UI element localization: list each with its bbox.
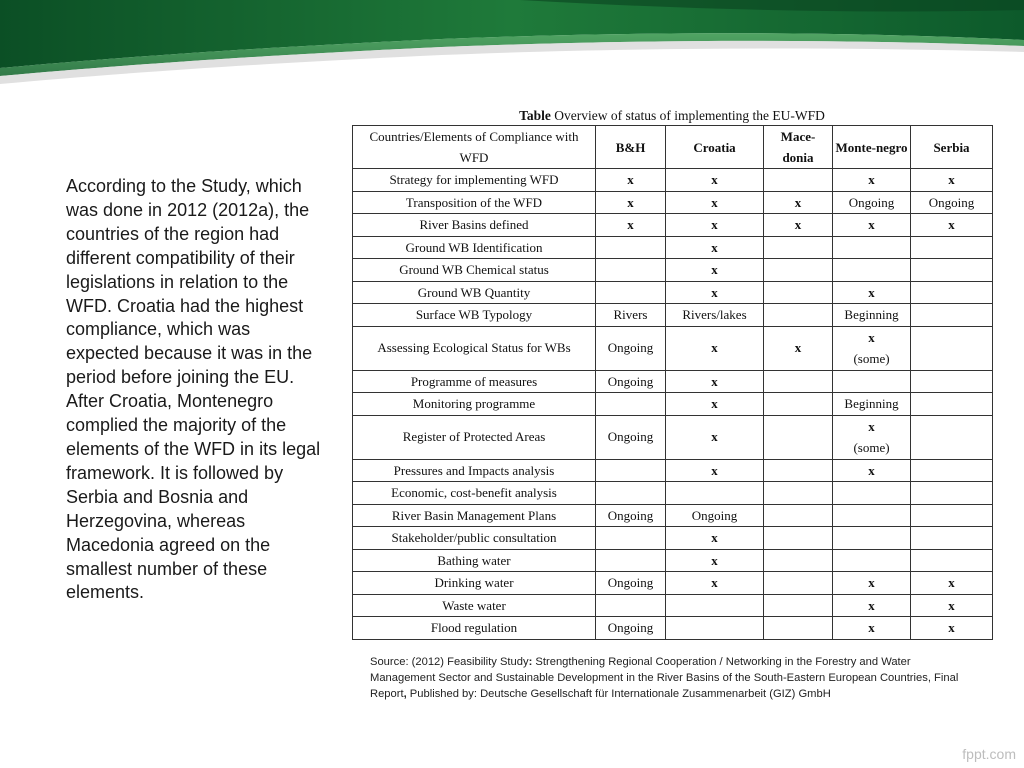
status-cell: x [833,617,911,640]
status-cell [596,393,666,416]
status-cell: x [666,169,764,192]
status-cell: x [911,169,993,192]
status-cell [764,572,833,595]
status-cell [911,236,993,259]
status-cell [596,459,666,482]
element-cell: Economic, cost-benefit analysis [353,482,596,505]
status-cell: Beginning [833,304,911,327]
header-country: Mace-donia [764,126,833,169]
element-cell: Ground WB Quantity [353,281,596,304]
table-row [353,617,993,640]
source-text-2: Published by: Deutsche Gesellschaft für Internationale Zusammenarbeit (GIZ) GmbH [406,688,831,700]
table-row [353,191,993,214]
element-cell: Strategy for implementing WFD [353,169,596,192]
table-row [353,304,993,327]
table-row [353,549,993,572]
status-cell: x [911,572,993,595]
status-cell: x [666,191,764,214]
status-cell: Beginning [833,393,911,416]
status-cell: x [764,191,833,214]
status-cell [833,549,911,572]
status-cell [596,259,666,282]
status-cell [764,504,833,527]
element-cell: Ground WB Identification [353,236,596,259]
status-cell: x [666,527,764,550]
status-cell: x [833,459,911,482]
status-cell [666,482,764,505]
status-cell: x [596,191,666,214]
status-cell [911,459,993,482]
status-cell [911,415,993,459]
table-row [353,459,993,482]
status-cell [764,169,833,192]
status-cell [764,236,833,259]
status-cell [666,594,764,617]
table-row [353,527,993,550]
table-row [353,281,993,304]
status-cell [833,482,911,505]
status-cell [764,304,833,327]
table-row [353,370,993,393]
header-elements: Countries/Elements of Compliance with WFD [353,126,596,169]
status-cell: x [666,415,764,459]
header-country: Monte-negro [833,126,911,169]
header-banner [0,0,1024,90]
status-cell [911,326,993,370]
status-cell: Ongoing [596,504,666,527]
element-cell: Monitoring programme [353,393,596,416]
table-header-row [353,126,993,169]
status-cell: x [666,549,764,572]
source-label: Source: (2012) Feasibility Study [370,656,529,668]
status-cell [596,594,666,617]
source-comma: , [403,688,407,700]
table-row [353,169,993,192]
element-cell: Bathing water [353,549,596,572]
table-caption [352,108,992,124]
status-cell: x [666,259,764,282]
header-country: Croatia [666,126,764,169]
table-row [353,572,993,595]
status-cell [764,393,833,416]
status-cell [764,259,833,282]
status-cell: x [911,214,993,237]
status-cell: x [666,393,764,416]
status-cell [764,281,833,304]
element-cell: Register of Protected Areas [353,415,596,459]
body-paragraph: According to the Study, which was done in 2012 (2012a), the countries of the region had different compatibility of their legislations in relation to the WFD. Croatia had the highest compliance, which was expected because it was in the period before joining the EU. After Croatia, Montenegro complied the majority of the elements of the WFD in its legal framework. It is followed by Serbia and Bosnia and Herzegovina, whereas Macedonia agreed on the smallest number of these elements. [66,176,321,603]
table-row [353,326,993,370]
source-note [370,654,970,702]
table-row [353,214,993,237]
table-row [353,482,993,505]
element-cell: River Basin Management Plans [353,504,596,527]
status-cell [911,482,993,505]
status-cell [764,415,833,459]
status-cell: x [666,281,764,304]
table-row [353,504,993,527]
status-cell: x [911,617,993,640]
status-cell [764,527,833,550]
status-cell: Ongoing [596,370,666,393]
element-cell: Pressures and Impacts analysis [353,459,596,482]
element-cell: Programme of measures [353,370,596,393]
status-cell [596,482,666,505]
status-cell [911,393,993,416]
element-cell: Transposition of the WFD [353,191,596,214]
source-text-1: Strengthening Regional Cooperation / Networking in the Forestry and Water Management Sector and Sustainable Development in the River Basins of the South-Eastern European Countries, Final Report [370,656,959,700]
element-cell: Ground WB Chemical status [353,259,596,282]
status-cell: Rivers/lakes [666,304,764,327]
status-cell: x [833,169,911,192]
status-cell: x (some) [833,415,911,459]
status-cell [596,236,666,259]
status-cell [764,459,833,482]
status-cell [833,236,911,259]
wfd-status-table [352,125,993,640]
status-cell [764,549,833,572]
status-cell: Ongoing [596,326,666,370]
status-cell [833,259,911,282]
status-cell: x [596,214,666,237]
status-cell [911,304,993,327]
status-cell [911,527,993,550]
element-cell: River Basins defined [353,214,596,237]
status-cell: x [666,459,764,482]
status-cell: Ongoing [596,572,666,595]
status-cell: x (some) [833,326,911,370]
header-country: Serbia [911,126,993,169]
status-cell: x [666,236,764,259]
element-cell: Surface WB Typology [353,304,596,327]
caption-label: Table [519,108,551,123]
header-country: B&H [596,126,666,169]
status-cell: x [833,281,911,304]
element-cell: Assessing Ecological Status for WBs [353,326,596,370]
status-cell [666,617,764,640]
status-cell [833,370,911,393]
status-cell [911,549,993,572]
element-cell: Stakeholder/public consultation [353,527,596,550]
element-cell: Flood regulation [353,617,596,640]
table-row [353,594,993,617]
status-cell [764,482,833,505]
status-cell [764,594,833,617]
table-body [353,169,993,640]
status-cell: x [833,572,911,595]
status-cell [833,527,911,550]
status-cell: x [764,326,833,370]
table-row [353,415,993,459]
status-cell [911,504,993,527]
status-cell: Ongoing [911,191,993,214]
status-cell: Rivers [596,304,666,327]
table-row [353,236,993,259]
table-row [353,393,993,416]
status-cell [764,370,833,393]
status-cell: Ongoing [666,504,764,527]
element-cell: Drinking water [353,572,596,595]
status-cell: Ongoing [596,415,666,459]
status-cell [596,549,666,572]
status-cell: x [764,214,833,237]
status-cell [911,370,993,393]
status-cell: x [666,214,764,237]
status-cell: x [596,169,666,192]
status-cell [911,281,993,304]
source-colon: : [528,656,533,668]
footer-brand: fppt.com [962,746,1016,762]
status-cell [911,259,993,282]
status-cell: Ongoing [833,191,911,214]
status-cell: x [911,594,993,617]
status-cell: x [666,370,764,393]
status-cell: x [666,326,764,370]
status-cell [596,281,666,304]
status-cell: x [833,594,911,617]
status-cell [596,527,666,550]
status-cell: Ongoing [596,617,666,640]
caption-text: Overview of status of implementing the EU-WFD [550,108,825,123]
status-cell: x [833,214,911,237]
status-cell [764,617,833,640]
status-cell [833,504,911,527]
element-cell: Waste water [353,594,596,617]
table-row [353,259,993,282]
status-cell: x [666,572,764,595]
